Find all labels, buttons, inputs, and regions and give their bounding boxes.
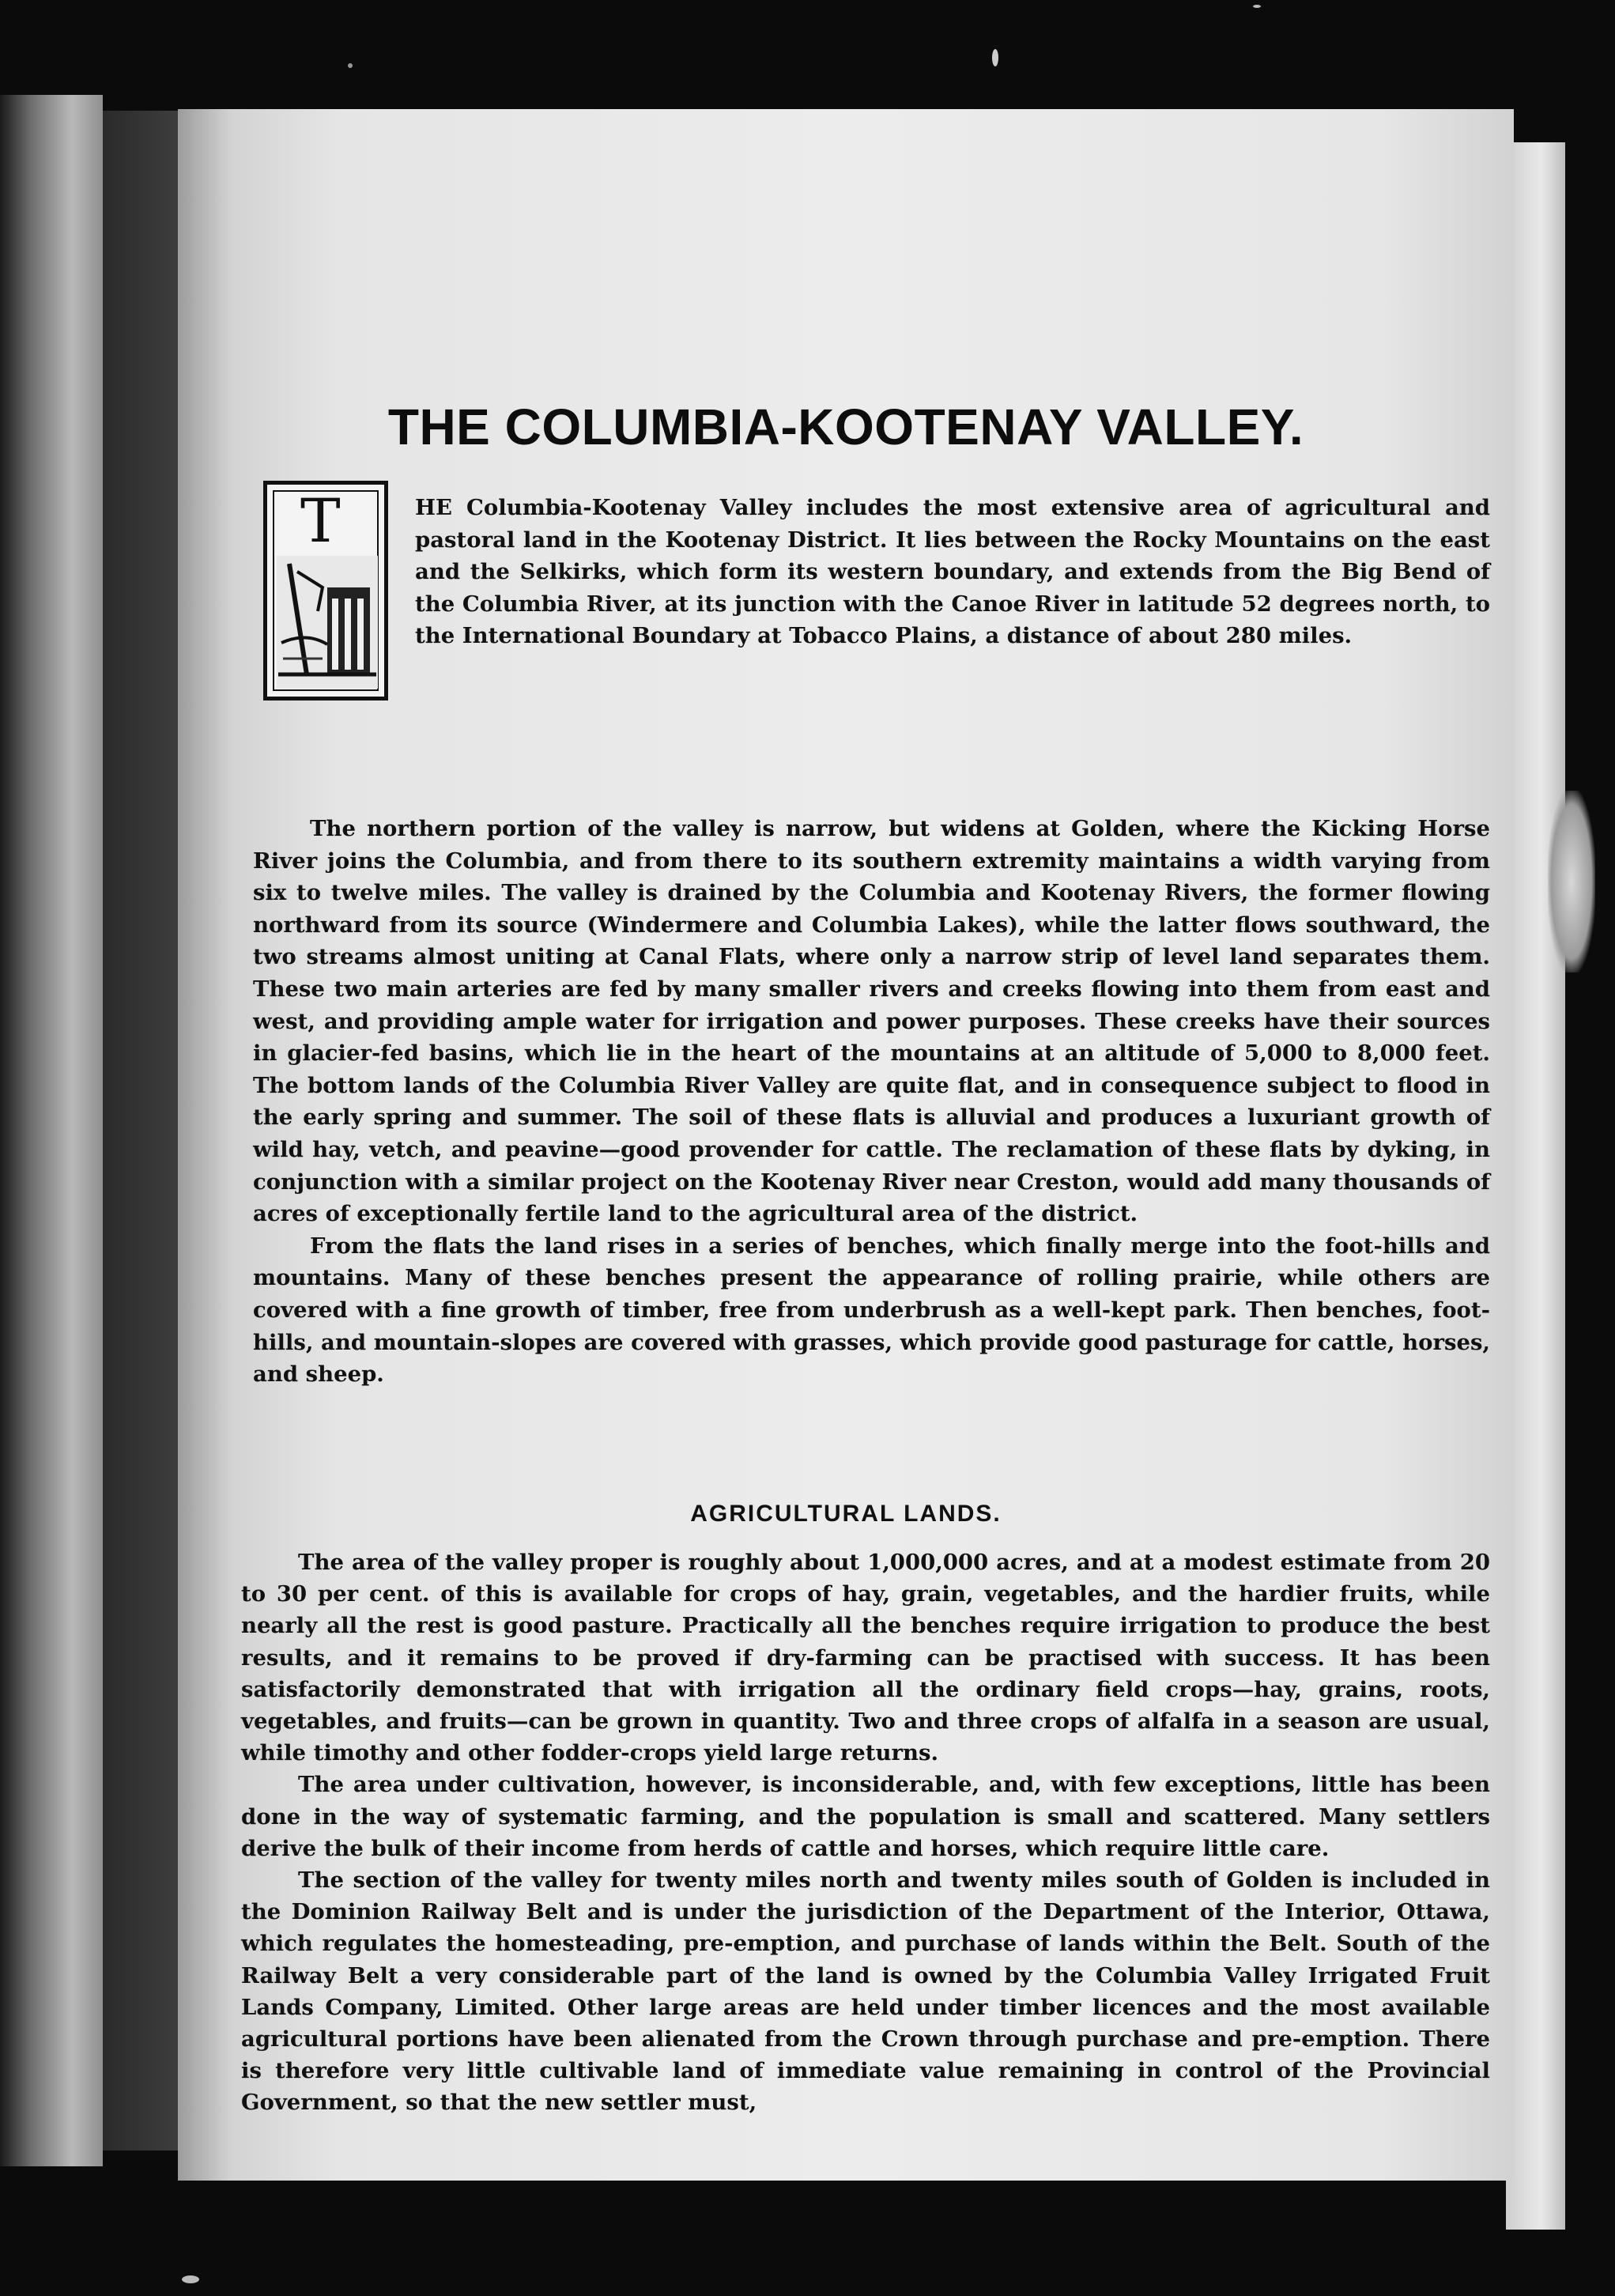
dust-speck (1253, 5, 1261, 8)
illuminated-initial (263, 481, 388, 701)
intro-body (253, 813, 1490, 1391)
initial-illustration (275, 556, 379, 690)
body-paragraph: The northern portion of the valley is narrow, but widens at Golden, where the Kicking Horse River joins the Columbia, and from there to its southern extremity maintains a width varying from six to twelve miles. The valley is drained by the Columbia and Kootenay Rivers, the former flowing northward from its source (Windermere and Columbia Lakes), while the latter flows southward, the two streams almost uniting at Canal Flats, where only a narrow strip of level land separates them. These two main arteries are fed by many smaller rivers and creeks flowing into them from east and west, and providing ample water for irrigation and power purposes. These creeks have their sources in glacier-fed basins, which lie in the heart of the mountains at an altitude of 5,000 to 8,000 feet. The bottom lands of the Columbia River Valley are quite flat, and in consequence subject to flood in the early spring and summer. The soil of these flats is alluvial and produces a luxuriant growth of wild hay, vetch, and peavine—good provender for cattle. The reclamation of these flats by dyking, in conjunction with a similar project on the Kootenay River near Creston, would add many thousands of acres of exceptionally fertile land to the agricultural area of the district. (253, 816, 1490, 1227)
section-paragraph: The area of the valley proper is roughly about 1,000,000 acres, and at a modest estimate from 20 to 30 per cent. of this is available for crops of hay, grain, vegetables, and the hardier fruits, while nearly all the rest is good pasture. Practically all the benches require irrigation to produce the best results, and it remains to be proved if dry-farming can be practised with success. It has been satisfactorily demonstrated that with irrigation all the ordinary field crops—hay, grains, roots, vegetables, and fruits—can be grown in quantity. Two and three crops of alfalfa in a season are usual, while timothy and other fodder-crops yield large returns. (241, 1550, 1490, 1766)
torn-page-edge (1548, 791, 1595, 972)
agricultural-lands-section (241, 1546, 1490, 2119)
page-gutter (103, 111, 178, 2151)
previous-page-edge (0, 95, 103, 2166)
dust-speck (348, 63, 353, 68)
next-page-edge (1506, 142, 1565, 2230)
body-paragraph: From the flats the land rises in a series of benches, which finally merge into the foot-hills and mountains. Many of these benches present the appearance of rolling prairie, while others are covered with a fine growth of timber, free from underbrush as a well-kept park. Then benches, foot-hills, and mountain-slopes are covered with grasses, which provide good pasturage for cattle, horses, and sheep. (253, 1233, 1490, 1388)
section-paragraph: The area under cultivation, however, is inconsiderable, and, with few exceptions, little has been done in the way of systematic farming, and the population is small and scattered. Many settlers derive the bulk of their income from herds of cattle and horses, which require little care. (241, 1772, 1490, 1861)
document-page (178, 109, 1514, 2181)
section-heading: AGRICULTURAL LANDS. (690, 1501, 1002, 1527)
dust-speck (992, 49, 998, 66)
dust-speck (182, 2275, 199, 2283)
initial-letter: T (300, 485, 341, 556)
page-title: THE COLUMBIA-KOOTENAY VALLEY. (387, 398, 1304, 455)
section-paragraph: The section of the valley for twenty miles north and twenty miles south of Golden is included in the Dominion Railway Belt and is under the jurisdiction of the Department of the Interior, Ottawa, which regulates the homesteading, pre-emption, and purchase of lands within the Belt. South of the Railway Belt a very considerable part of the land is owned by the Columbia Valley Irrigated Fruit Lands Company, Limited. Other large areas are held under timber licences and the most available agricultural portions have been alienated from the Crown through purchase and pre-emption. There is therefore very little cultivable land of immediate value remaining in control of the Provincial Government, so that the new settler must, (241, 1867, 1490, 2116)
lead-paragraph: HE Columbia-Kootenay Valley includes the most extensive area of agricultural and pastoral land in the Kootenay District. It lies between the Rocky Mountains on the east and the Selkirks, which form its western boundary, and extends from the Big Bend of the Columbia River, at its junction with the Canoe River in latitude 52 degrees north, to the International Boundary at Tobacco Plains, a distance of about 280 miles. (415, 495, 1490, 649)
